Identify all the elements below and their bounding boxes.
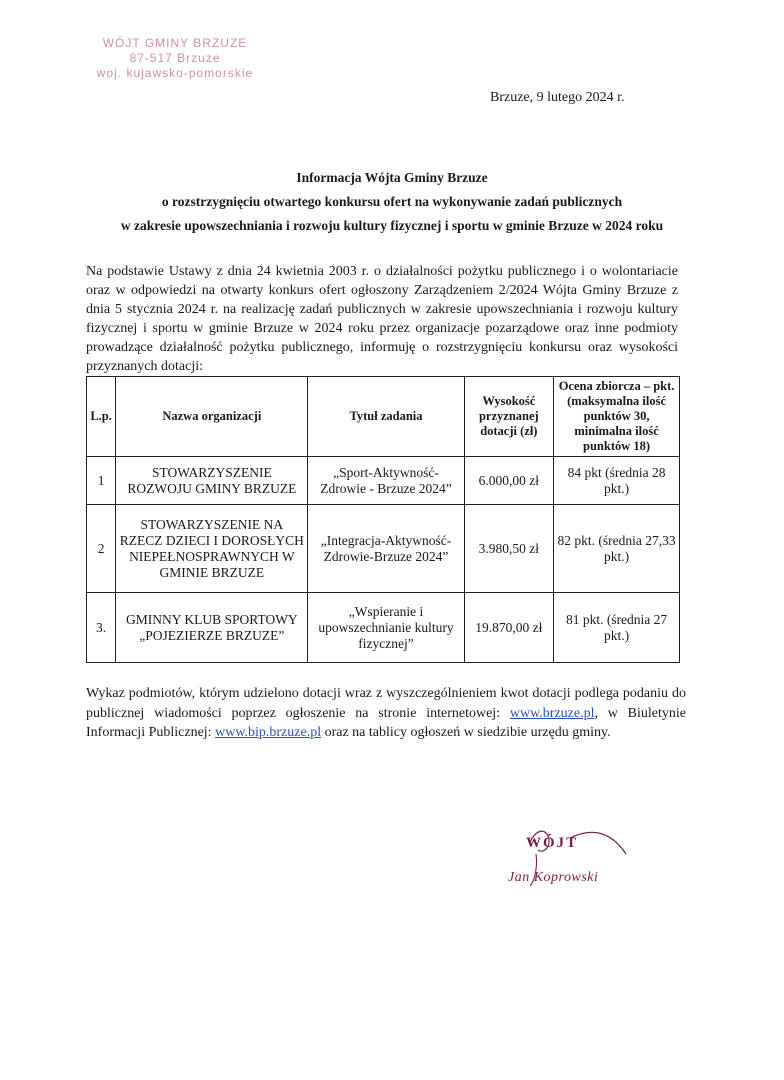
stamp-line-2: 87-517 Brzuze [129,51,221,65]
header-task-title: Tytuł zadania [308,377,464,457]
table-row [87,593,680,663]
cell-task-title: „Wspieranie i upowszechnianie kultury fizycznej” [308,593,464,663]
cell-lp: 2 [87,505,116,593]
bip-link[interactable]: www.bip.brzuze.pl [215,725,322,740]
closing-text-1: Wykaz podmiotów, którym udzielono dotacji wraz z wyszczególnieniem kwot dotacji podlega podaniu do publicznej wiadomości poprzez ogłoszenie na stronie internetowej: [86,686,686,721]
header-score: Ocena zbiorcza – pkt. (maksymalna ilość punktów 30, minimalna ilość punktów 18) [554,377,680,457]
title-line-1: Informacja Wójta Gminy Brzuze [296,170,488,185]
cell-organization: GMINNY KLUB SPORTOWY „POJEZIERZE BRZUZE” [116,593,308,663]
cell-lp: 3. [87,593,116,663]
title-line-2: o rozstrzygnięciu otwartego konkursu ofert na wykonywanie zadań publicznych [161,194,623,209]
header-grant-amount: Wysokość przyznanej dotacji (zł) [464,377,554,457]
header-lp: L.p. [87,377,116,457]
office-stamp [80,36,270,81]
stamp-line-3: woj. kujawsko-pomorskie [96,66,254,80]
intro-paragraph: Na podstawie Ustawy z dnia 24 kwietnia 2003 r. o działalności pożytku publicznego i o wolontariacie oraz w odpowiedzi na otwarty konkurs ofert ogłoszony Zarządzeniem 2/2024 Wójta Gminy Brzuze z dnia 5 stycznia 2024 r. na realizację zadań publicznych w zakresie upowszechniania i rozwoju kultury fizycznej i sportu w gminie Brzuze w 2024 roku przez organizacje pozarządowe oraz inne podmioty prowadzące działalność pożytku publicznego, informuję o rozstrzygnięciu konkursu oraz wysokości przyznanych dotacji: [86,264,678,374]
cell-organization: STOWARZYSZENIE NA RZECZ DZIECI I DOROSŁYCH NIEPEŁNOSPRAWNYCH W GMINIE BRZUZE [116,505,308,593]
table-row [87,457,680,505]
closing-paragraph [86,684,686,743]
closing-text-2: , w Biuletynie Informacji Publicznej: [86,705,686,740]
signature-name: Jan Koprowski [508,870,599,885]
header-organization: Nazwa organizacji [116,377,308,457]
cell-grant-amount: 19.870,00 zł [464,593,554,663]
document-date: Brzuze, 9 lutego 2024 r. [490,90,625,105]
cell-score: 84 pkt (średnia 28 pkt.) [554,457,680,505]
document-title [60,166,724,238]
title-line-3: w zakresie upowszechniania i rozwoju kultury fizycznej i sportu w gminie Brzuze w 2024 roku [120,218,664,233]
cell-lp: 1 [87,457,116,505]
cell-organization: STOWARZYSZENIE ROZWOJU GMINY BRZUZE [116,457,308,505]
cell-grant-amount: 6.000,00 zł [464,457,554,505]
stamp-line-1: WÓJT GMINY BRZUZE [102,36,248,50]
closing-text-3: oraz na tablicy ogłoszeń w siedzibie urzędu gminy. [321,725,611,740]
signature-title: WÓJT [526,835,579,851]
table-header-row [87,377,680,457]
cell-task-title: „Sport-Aktywność-Zdrowie - Brzuze 2024” [308,457,464,505]
cell-score: 82 pkt. (średnia 27,33 pkt.) [554,505,680,593]
table-row [87,505,680,593]
cell-task-title: „Integracja-Aktywność-Zdrowie-Brzuze 2024” [308,505,464,593]
cell-score: 81 pkt. (średnia 27 pkt.) [554,593,680,663]
website-link[interactable]: www.brzuze.pl [509,705,595,721]
grants-table [86,376,680,663]
cell-grant-amount: 3.980,50 zł [464,505,554,593]
